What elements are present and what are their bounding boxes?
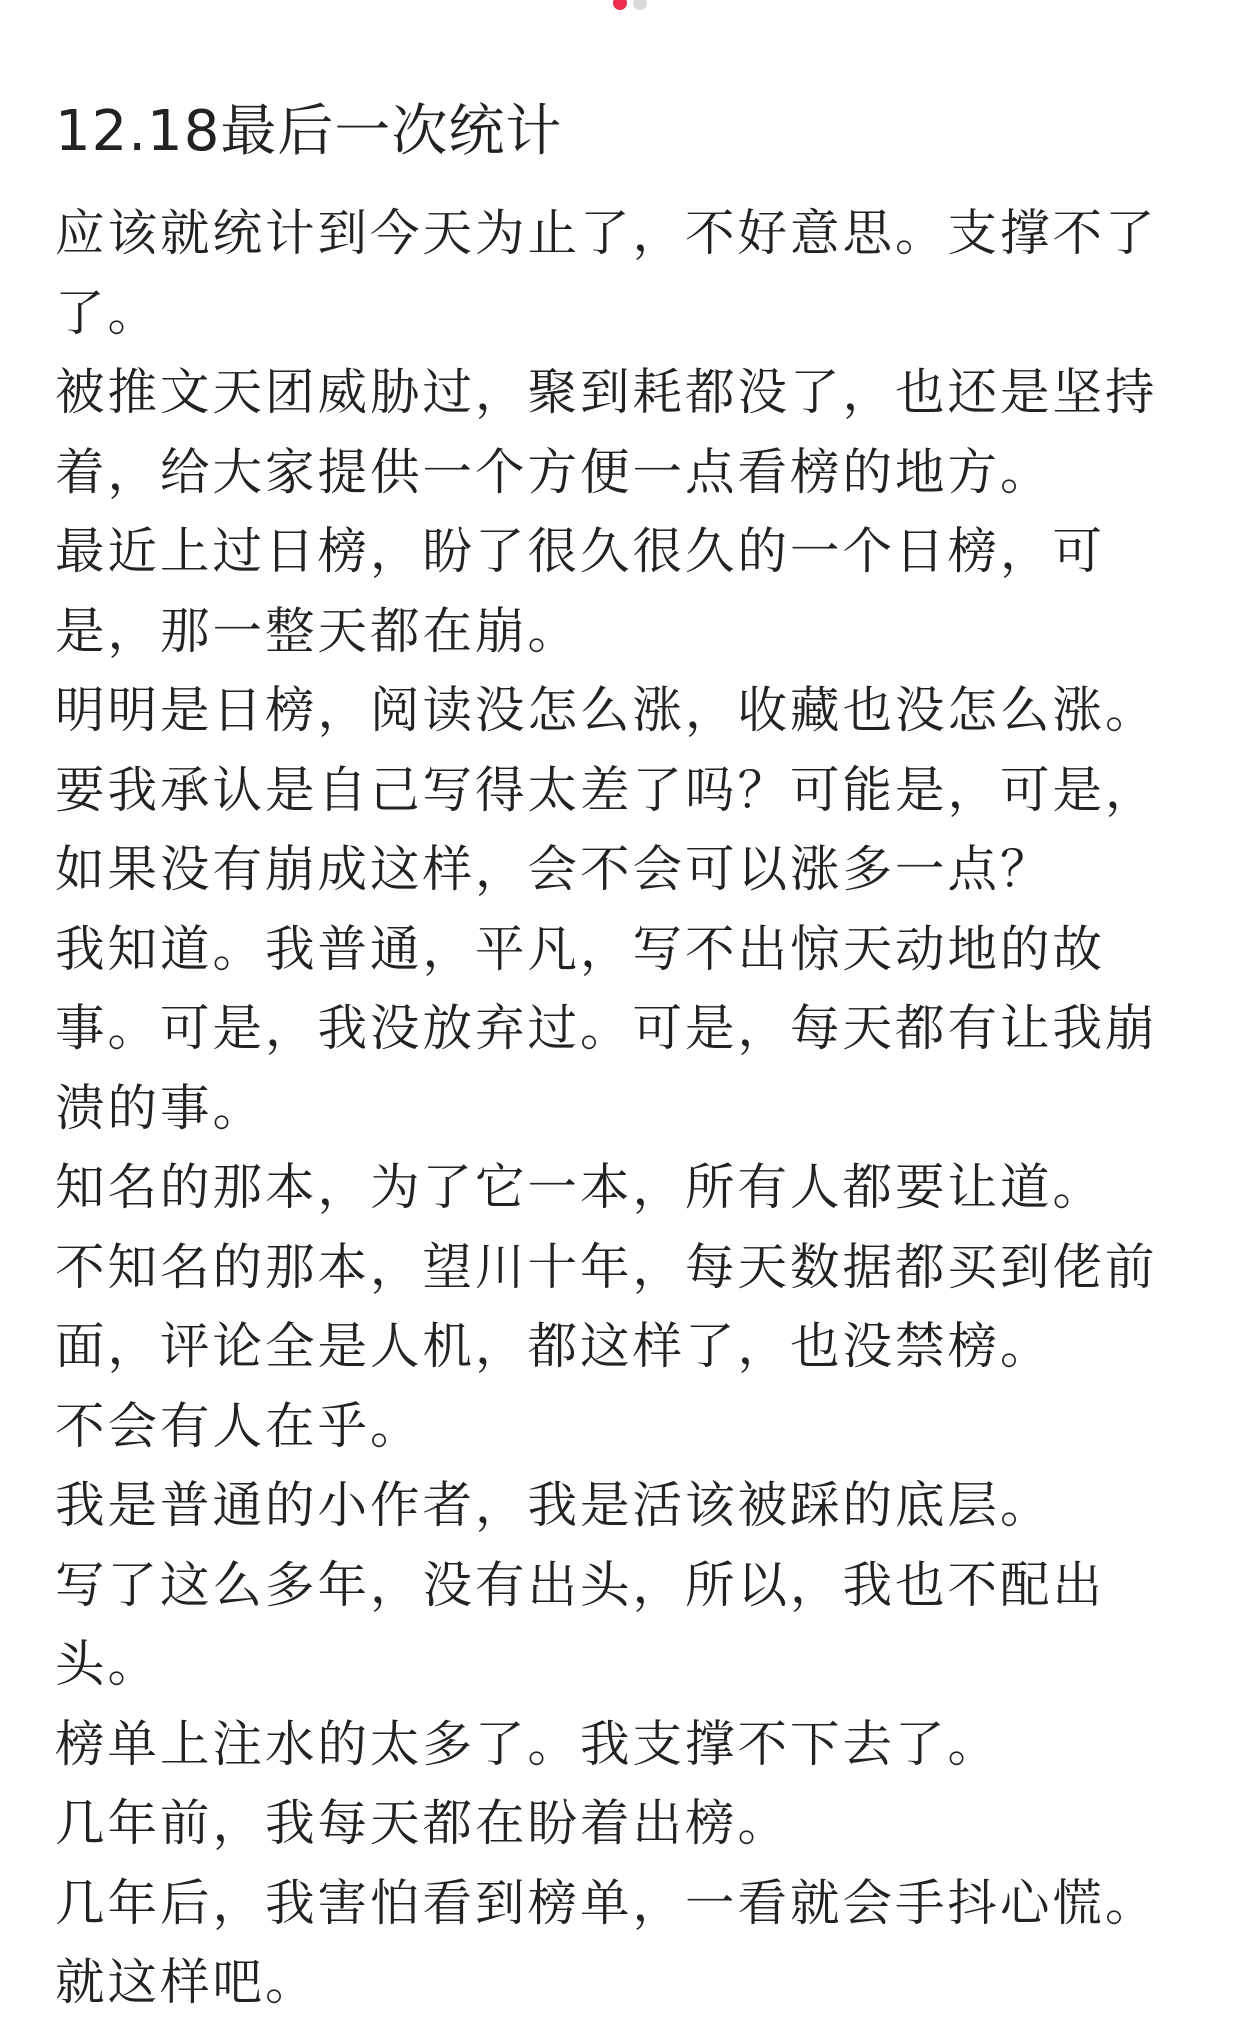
body-line: 是，那一整天都在崩。 [55, 601, 580, 660]
body-line: 头。 [55, 1635, 160, 1693]
body-line: 我知道。我普通，平凡，写不出惊天动地的故 [55, 919, 1105, 978]
body-line: 被推文天团威胁过，聚到耗都没了，也还是坚持 [55, 363, 1158, 421]
body-line: 溃的事。 [55, 1078, 265, 1137]
body-line: 了。 [55, 283, 160, 342]
body-line: 就这样吧。 [55, 1953, 318, 2011]
body-line: 最近上过日榜，盼了很久很久的一个日榜，可 [55, 522, 1105, 580]
body-line: 着，给大家提供一个方便一点看榜的地方。 [55, 442, 1053, 501]
body-line: 面，评论全是人机，都这样了，也没禁榜。 [55, 1317, 1053, 1375]
body-line: 应该就统计到今天为止了，不好意思。支撑不了 [55, 204, 1158, 262]
post-title: 12.18最后一次统计 [55, 99, 563, 164]
pagination-dots [0, 0, 1260, 12]
body-line: 事。可是，我没放弃过。可是，每天都有让我崩 [55, 999, 1158, 1057]
body-line: 写了这么多年，没有出头，所以，我也不配出 [55, 1555, 1105, 1614]
body-line: 几年前，我每天都在盼着出榜。 [55, 1794, 790, 1852]
pagination-dot-active[interactable] [613, 0, 627, 10]
body-line: 不会有人在乎。 [55, 1396, 423, 1455]
body-line: 要我承认是自己写得太差了吗？可能是，可是， [55, 760, 1158, 819]
body-line: 榜单上注水的太多了。我支撑不下去了。 [55, 1714, 1000, 1773]
post-body [55, 194, 1205, 2023]
body-line: 明明是日榜，阅读没怎么涨，收藏也没怎么涨。 [55, 681, 1158, 739]
body-line: 我是普通的小作者，我是活该被踩的底层。 [55, 1476, 1053, 1534]
pagination-dot-inactive[interactable] [633, 0, 647, 10]
body-line: 不知名的那本，望川十年，每天数据都买到佬前 [55, 1237, 1158, 1296]
body-line: 如果没有崩成这样，会不会可以涨多一点？ [55, 840, 1053, 898]
body-line: 几年后，我害怕看到榜单，一看就会手抖心慌。 [55, 1873, 1158, 1932]
body-line: 知名的那本，为了它一本，所有人都要让道。 [55, 1158, 1105, 1216]
